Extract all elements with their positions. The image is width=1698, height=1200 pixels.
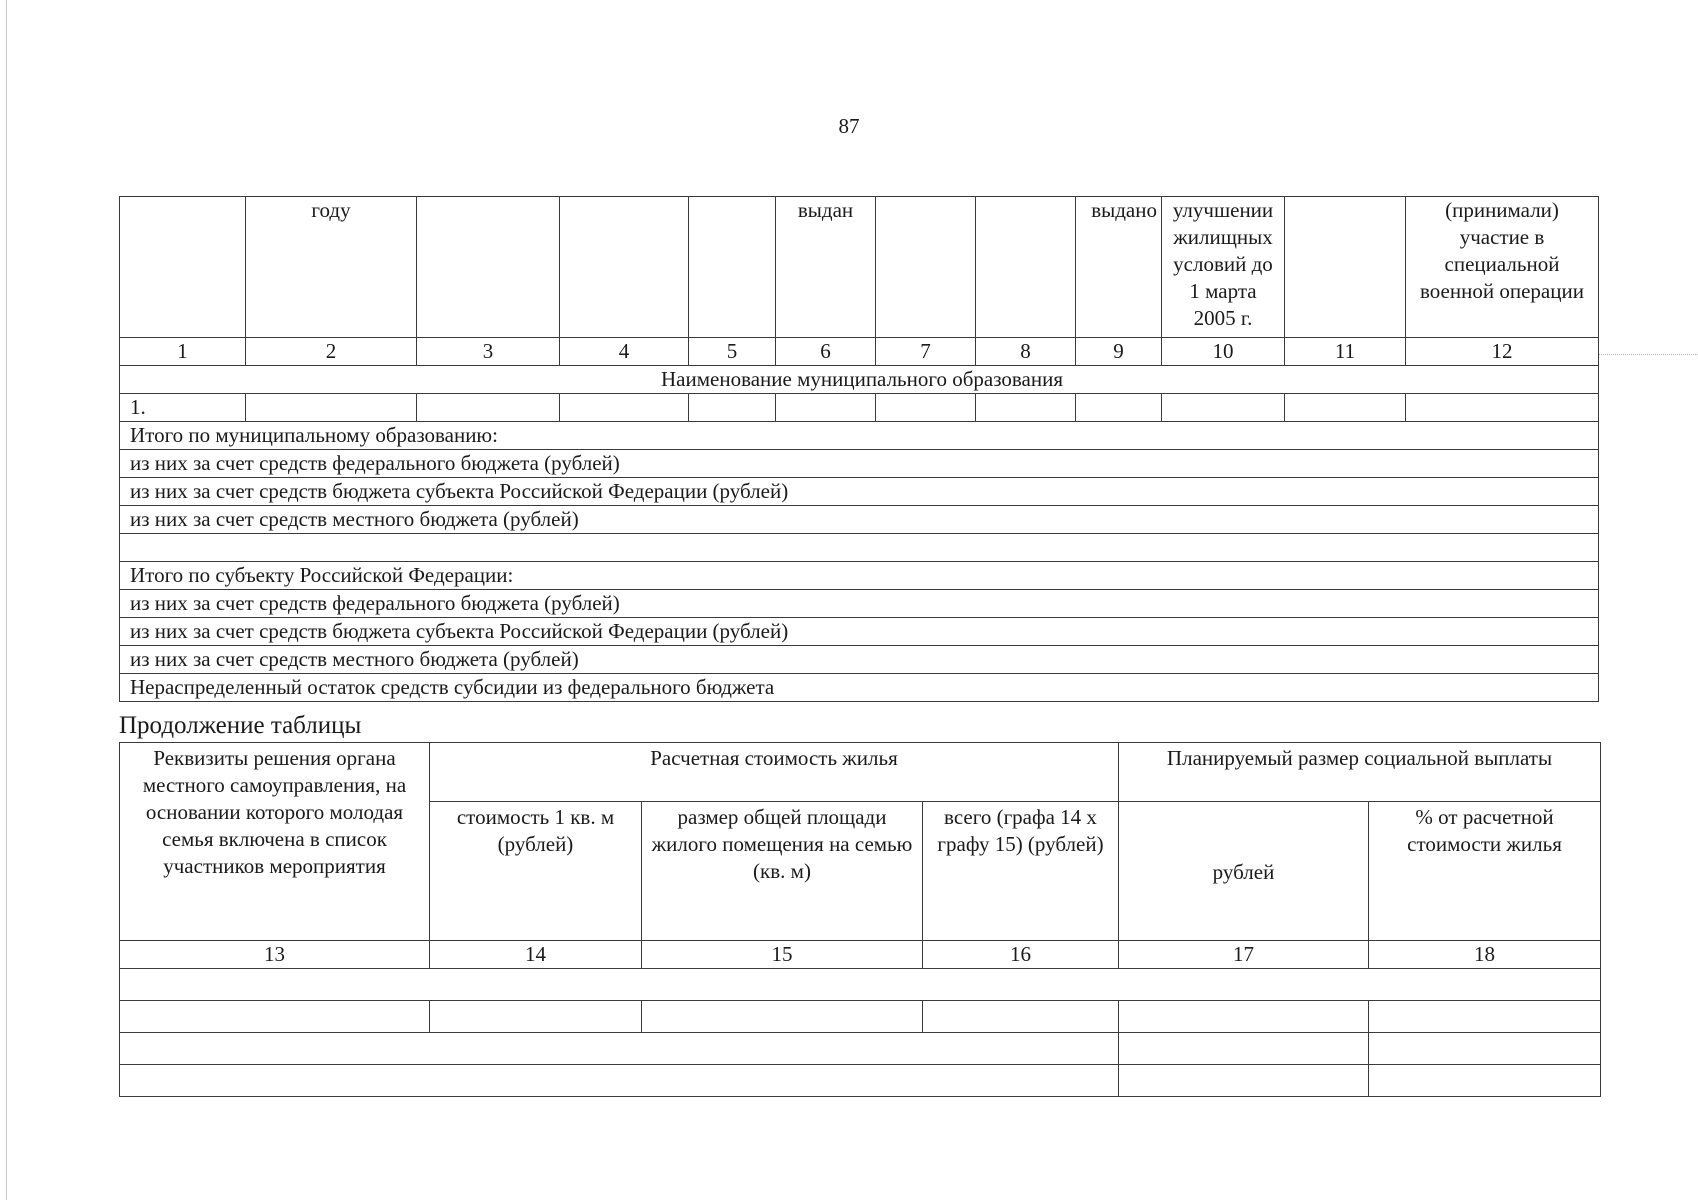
data-cell: [923, 1001, 1119, 1033]
subject-total-label: Итого по субъекту Российской Федерации:: [120, 562, 1599, 590]
header-cell-8: [976, 197, 1076, 338]
total-row: [120, 646, 1599, 674]
row-number: 1.: [120, 394, 246, 422]
subject-federal-label: из них за счет средств федерального бюджета (рублей): [120, 590, 1599, 618]
column-number: 10: [1162, 338, 1285, 366]
header-cell-12: (принимали) участие в специальной военной операции: [1406, 197, 1599, 338]
data-cell: [1162, 394, 1285, 422]
data-row: [120, 394, 1599, 422]
column-number: 13: [120, 941, 430, 969]
municipality-title-row: [120, 366, 1599, 394]
municipal-subject-label: из них за счет средств бюджета субъекта Российской Федерации (рублей): [120, 478, 1599, 506]
header-cell-5: [689, 197, 776, 338]
header-cell-1: [120, 197, 246, 338]
column-number-row: [120, 941, 1601, 969]
column-number: 9: [1076, 338, 1162, 366]
data-cell: [1119, 1033, 1369, 1065]
column-number: 14: [430, 941, 642, 969]
data-cell: [417, 394, 560, 422]
empty-row: [120, 969, 1601, 1001]
group-header-row: [120, 743, 1601, 802]
data-cell: [1369, 1033, 1601, 1065]
bottom-table: [119, 742, 1601, 1097]
data-row: [120, 1001, 1601, 1033]
data-cell: [642, 1001, 923, 1033]
column-number: 11: [1285, 338, 1406, 366]
header-cell-10: улучшении жилищных условий до 1 марта 2005 г.: [1162, 197, 1285, 338]
data-cell: [1369, 1065, 1601, 1097]
data-cell: [976, 394, 1076, 422]
data-cell: [1119, 1065, 1369, 1097]
scan-margin-line: [6, 0, 7, 1200]
data-cell: [1119, 1001, 1369, 1033]
column-number-row: [120, 338, 1599, 366]
total-row: [120, 450, 1599, 478]
empty-cell: [120, 534, 1599, 562]
municipality-title: Наименование муниципального образования: [120, 366, 1599, 394]
col13-header: Реквизиты решения органа местного самоуправления, на основании которого молодая семья включена в список участников мероприятия: [120, 743, 430, 941]
subject-local-label: из них за счет средств местного бюджета (рублей): [120, 646, 1599, 674]
header-cell-9: выдано: [1076, 197, 1162, 338]
column-number: 15: [642, 941, 923, 969]
header-cell-3: [417, 197, 560, 338]
continuation-label: Продолжение таблицы: [119, 712, 362, 739]
col15-header: размер общей площади жилого помещения на семью (кв. м): [642, 802, 923, 941]
data-cell: [430, 1001, 642, 1033]
subject-subject-label: из них за счет средств бюджета субъекта Российской Федерации (рублей): [120, 618, 1599, 646]
column-number: 4: [560, 338, 689, 366]
cost-group-header: Расчетная стоимость жилья: [430, 743, 1119, 802]
column-number: 7: [876, 338, 976, 366]
top-table: [119, 196, 1599, 702]
total-row: [120, 562, 1599, 590]
scan-dotted-line: [1598, 354, 1698, 355]
total-row: [120, 674, 1599, 702]
column-number: 18: [1369, 941, 1601, 969]
total-row: [120, 590, 1599, 618]
column-number: 12: [1406, 338, 1599, 366]
unallocated-remainder-label: Нераспределенный остаток средств субсидии из федерального бюджета: [120, 674, 1599, 702]
page-number: 87: [838, 114, 860, 138]
total-row: [120, 1033, 1601, 1065]
header-cell-4: [560, 197, 689, 338]
col16-header: всего (графа 14 x графу 15) (рублей): [923, 802, 1119, 941]
empty-cell: [120, 969, 1601, 1001]
total-label-cell: [120, 1065, 1119, 1097]
column-number: 16: [923, 941, 1119, 969]
data-cell: [1285, 394, 1406, 422]
empty-row: [120, 534, 1599, 562]
data-cell: [1076, 394, 1162, 422]
data-cell: [1369, 1001, 1601, 1033]
col18-header: % от расчетной стоимости жилья: [1369, 802, 1601, 941]
data-cell: [689, 394, 776, 422]
col17-header: рублей: [1119, 802, 1369, 941]
municipal-federal-label: из них за счет средств федерального бюджета (рублей): [120, 450, 1599, 478]
column-number: 2: [246, 338, 417, 366]
data-cell: [1406, 394, 1599, 422]
municipal-local-label: из них за счет средств местного бюджета (рублей): [120, 506, 1599, 534]
total-row: [120, 506, 1599, 534]
data-cell: [560, 394, 689, 422]
header-cell-6: выдан: [776, 197, 876, 338]
column-number: 6: [776, 338, 876, 366]
total-row: [120, 1065, 1601, 1097]
total-row: [120, 478, 1599, 506]
column-number: 17: [1119, 941, 1369, 969]
data-cell: [876, 394, 976, 422]
header-cell-7: [876, 197, 976, 338]
data-cell: [776, 394, 876, 422]
column-number: 5: [689, 338, 776, 366]
total-row: [120, 618, 1599, 646]
header-cell-11: [1285, 197, 1406, 338]
header-cell-2: году: [246, 197, 417, 338]
column-number: 3: [417, 338, 560, 366]
column-number: 1: [120, 338, 246, 366]
municipal-total-label: Итого по муниципальному образованию:: [120, 422, 1599, 450]
payment-group-header: Планируемый размер социальной выплаты: [1119, 743, 1601, 802]
data-cell: [246, 394, 417, 422]
col14-header: стоимость 1 кв. м (рублей): [430, 802, 642, 941]
column-number: 8: [976, 338, 1076, 366]
total-row: [120, 422, 1599, 450]
header-row: [120, 197, 1599, 338]
data-cell: [120, 1001, 430, 1033]
total-label-cell: [120, 1033, 1119, 1065]
